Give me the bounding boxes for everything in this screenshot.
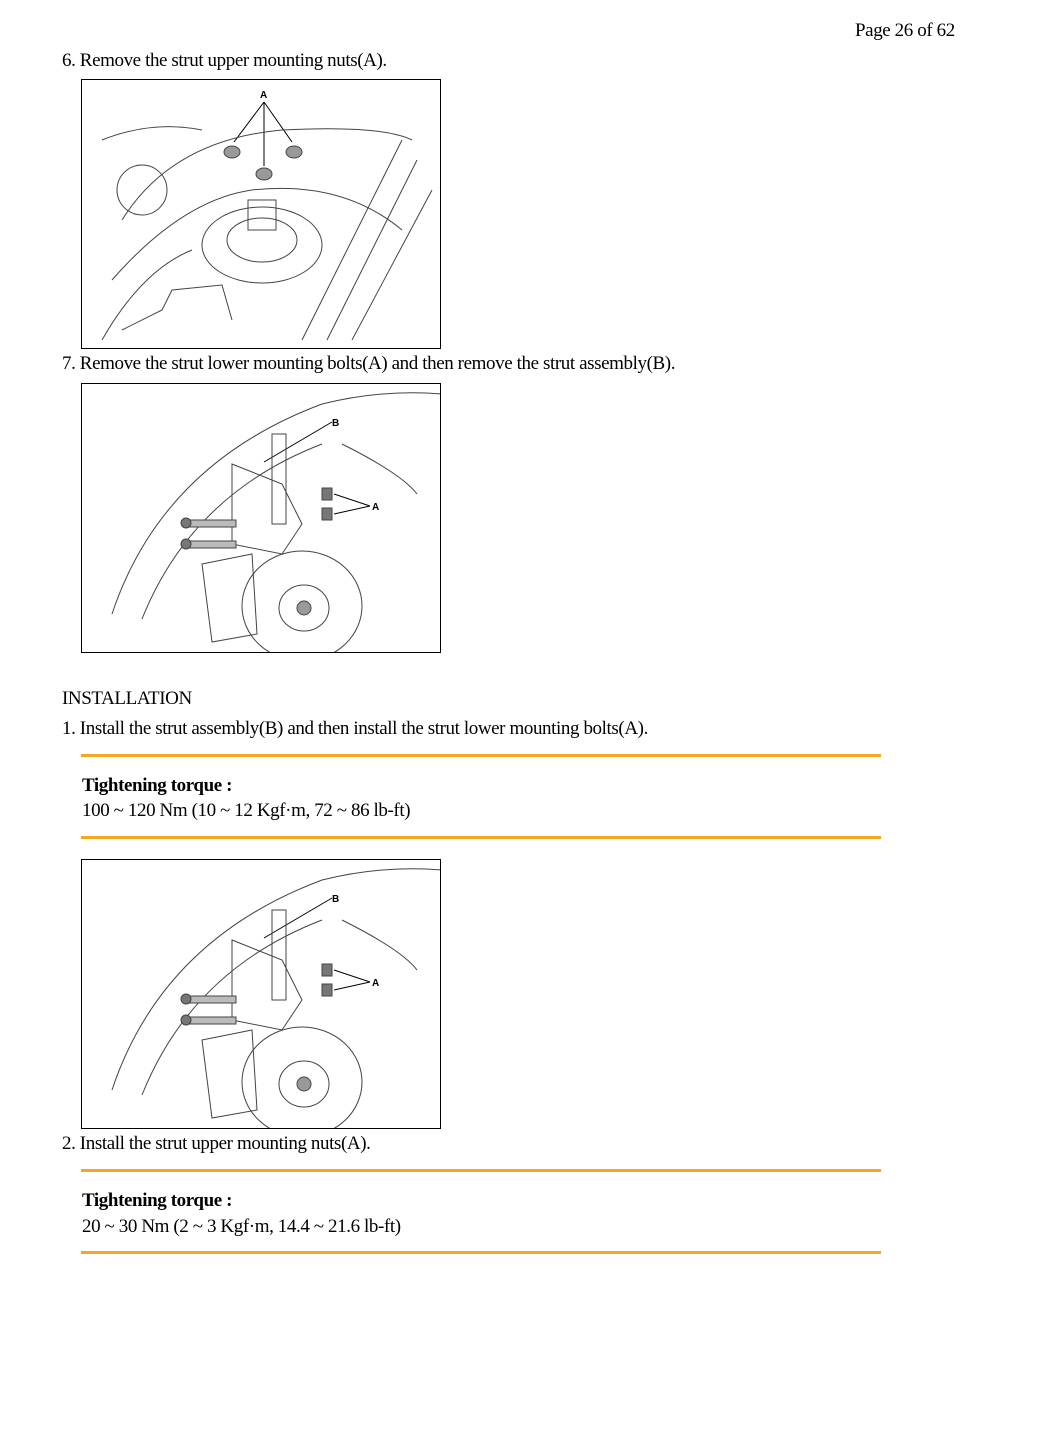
callout-a-label: A	[372, 978, 379, 989]
torque-note-2-top-rule	[81, 1169, 881, 1172]
figure-install-lower-bolts	[81, 859, 441, 1129]
torque-note-1-bottom-rule	[81, 836, 881, 839]
torque-note-1-top-rule	[81, 754, 881, 757]
callout-b-label: B	[332, 894, 339, 905]
step-6-text: 6. Remove the strut upper mounting nuts(A).	[62, 50, 387, 71]
torque-note-2-label: Tightening torque :	[82, 1190, 233, 1211]
torque-note-1-value: 100 ~ 120 Nm (10 ~ 12 Kgf·m, 72 ~ 86 lb-ft)	[82, 800, 411, 821]
torque-note-2-bottom-rule	[81, 1251, 881, 1254]
figure-upper-mounting-nuts	[81, 79, 441, 349]
step-7-text: 7. Remove the strut lower mounting bolts(A) and then remove the strut assembly(B).	[62, 353, 676, 374]
torque-note-1-label: Tightening torque :	[82, 775, 233, 796]
page-indicator: Page 26 of 62	[855, 20, 955, 41]
installation-heading: INSTALLATION	[62, 688, 192, 709]
torque-note-2-value: 20 ~ 30 Nm (2 ~ 3 Kgf·m, 14.4 ~ 21.6 lb-ft)	[82, 1216, 401, 1237]
callout-a-label: A	[260, 90, 267, 101]
install-step-1-text: 1. Install the strut assembly(B) and then install the strut lower mounting bolts(A).	[62, 718, 648, 739]
install-step-2-text: 2. Install the strut upper mounting nuts(A).	[62, 1133, 371, 1154]
callout-b-label: B	[332, 418, 339, 429]
callout-a-label: A	[372, 502, 379, 513]
figure-lower-mounting-bolts	[81, 383, 441, 653]
